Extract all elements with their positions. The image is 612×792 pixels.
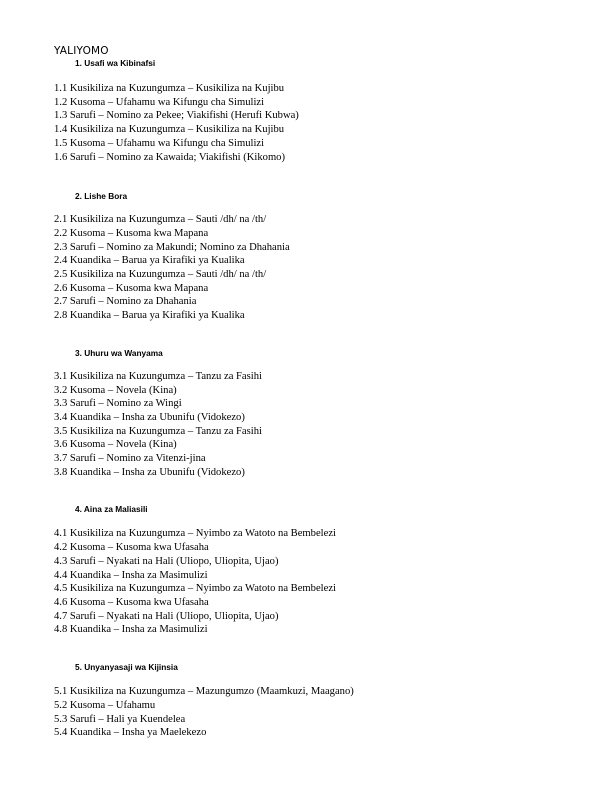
list-item: 2.2 Kusoma – Kusoma kwa Mapana	[54, 227, 209, 239]
document-page	[54, 45, 594, 740]
list-item: 3.3 Sarufi – Nomino za Wingi	[54, 398, 182, 410]
list-item: 3.5 Kusikiliza na Kuzungumza – Tanzu za Fasihi	[54, 425, 262, 437]
list-item: 5.3 Sarufi – Hali ya Kuendelea	[54, 713, 186, 725]
list-item: 2.7 Sarufi – Nomino za Dhahania	[54, 296, 197, 308]
list-item: 3.2 Kusoma – Novela (Kina)	[54, 384, 177, 396]
list-item: 5.4 Kuandika – Insha ya Maelekezo	[54, 727, 207, 739]
list-item: 2.8 Kuandika – Barua ya Kirafiki ya Kualika	[54, 310, 245, 322]
list-item: 2.6 Kusoma – Kusoma kwa Mapana	[54, 282, 209, 294]
list-item: 4.5 Kusikiliza na Kuzungumza – Nyimbo za Watoto na Bembelezi	[54, 583, 336, 595]
list-item: 4.6 Kusoma – Kusoma kwa Ufasaha	[54, 596, 209, 608]
list-item: 2.1 Kusikiliza na Kuzungumza – Sauti /dh/ na /th/	[54, 214, 267, 226]
list-item: 2.4 Kuandika – Barua ya Kirafiki ya Kualika	[54, 255, 245, 267]
list-item: 5.2 Kusoma – Ufahamu	[54, 699, 156, 711]
section-item-list	[54, 213, 594, 323]
section-uhuru-wa-wanyama	[54, 348, 594, 480]
list-item: 4.4 Kuandika – Insha za Masimulizi	[54, 569, 208, 581]
section-heading: 4. Aina za Maliasili	[75, 504, 148, 515]
section-item-list	[54, 685, 594, 740]
list-item: 1.3 Sarufi – Nomino za Pekee; Viakifishi (Herufi Kubwa)	[54, 110, 299, 122]
list-item: 4.7 Sarufi – Nyakati na Hali (Uliopo, Uliopita, Ujao)	[54, 610, 279, 622]
list-item: 1.5 Kusoma – Ufahamu wa Kifungu cha Simulizi	[54, 137, 265, 149]
list-item: 3.6 Kusoma – Novela (Kina)	[54, 439, 177, 451]
section-usafi-wa-kibinafsi	[54, 58, 594, 164]
page-title: YALIYOMO	[54, 45, 109, 57]
list-item: 1.1 Kusikiliza na Kuzungumza – Kusikiliza na Kujibu	[54, 83, 285, 94]
section-heading: 3. Uhuru wa Wanyama	[75, 347, 163, 358]
list-item: 4.3 Sarufi – Nyakati na Hali (Uliopo, Uliopita, Ujao)	[54, 555, 279, 567]
list-item: 3.7 Sarufi – Nomino za Vitenzi-jina	[54, 453, 206, 465]
list-item: 3.8 Kuandika – Insha za Ubunifu (Vidokezo)	[54, 466, 245, 478]
section-heading: 5. Unyanyasaji wa Kijinsia	[75, 662, 178, 673]
list-item: 3.4 Kuandika – Insha za Ubunifu (Vidokezo)	[54, 411, 245, 423]
section-aina-za-maliasili	[54, 504, 594, 637]
list-item: 4.1 Kusikiliza na Kuzungumza – Nyimbo za Watoto na Bembelezi	[54, 528, 336, 540]
list-item: 1.2 Kusoma – Ufahamu wa Kifungu cha Simulizi	[54, 96, 265, 108]
list-item: 1.6 Sarufi – Nomino za Kawaida; Viakifishi (Kikomo)	[54, 151, 286, 163]
section-unyanyasaji-wa-kijinsia	[54, 662, 594, 740]
section-item-list	[54, 527, 594, 637]
list-item: 3.1 Kusikiliza na Kuzungumza – Tanzu za Fasihi	[54, 370, 262, 382]
list-item: 5.1 Kusikiliza na Kuzungumza – Mazungumzo (Maamkuzi, Maagano)	[54, 686, 354, 698]
list-item: 2.5 Kusikiliza na Kuzungumza – Sauti /dh/ na /th/	[54, 269, 267, 281]
section-item-list	[54, 82, 594, 164]
section-heading: 1. Usafi wa Kibinafsi	[75, 58, 156, 68]
list-item: 4.2 Kusoma – Kusoma kwa Ufasaha	[54, 542, 209, 554]
section-lishe-bora	[54, 191, 594, 323]
list-item: 1.4 Kusikiliza na Kuzungumza – Kusikiliza na Kujibu	[54, 124, 285, 136]
list-item: 4.8 Kuandika – Insha za Masimulizi	[54, 624, 208, 636]
list-item: 2.3 Sarufi – Nomino za Makundi; Nomino za Dhahania	[54, 241, 290, 253]
section-heading: 2. Lishe Bora	[75, 191, 128, 202]
section-item-list	[54, 370, 594, 480]
